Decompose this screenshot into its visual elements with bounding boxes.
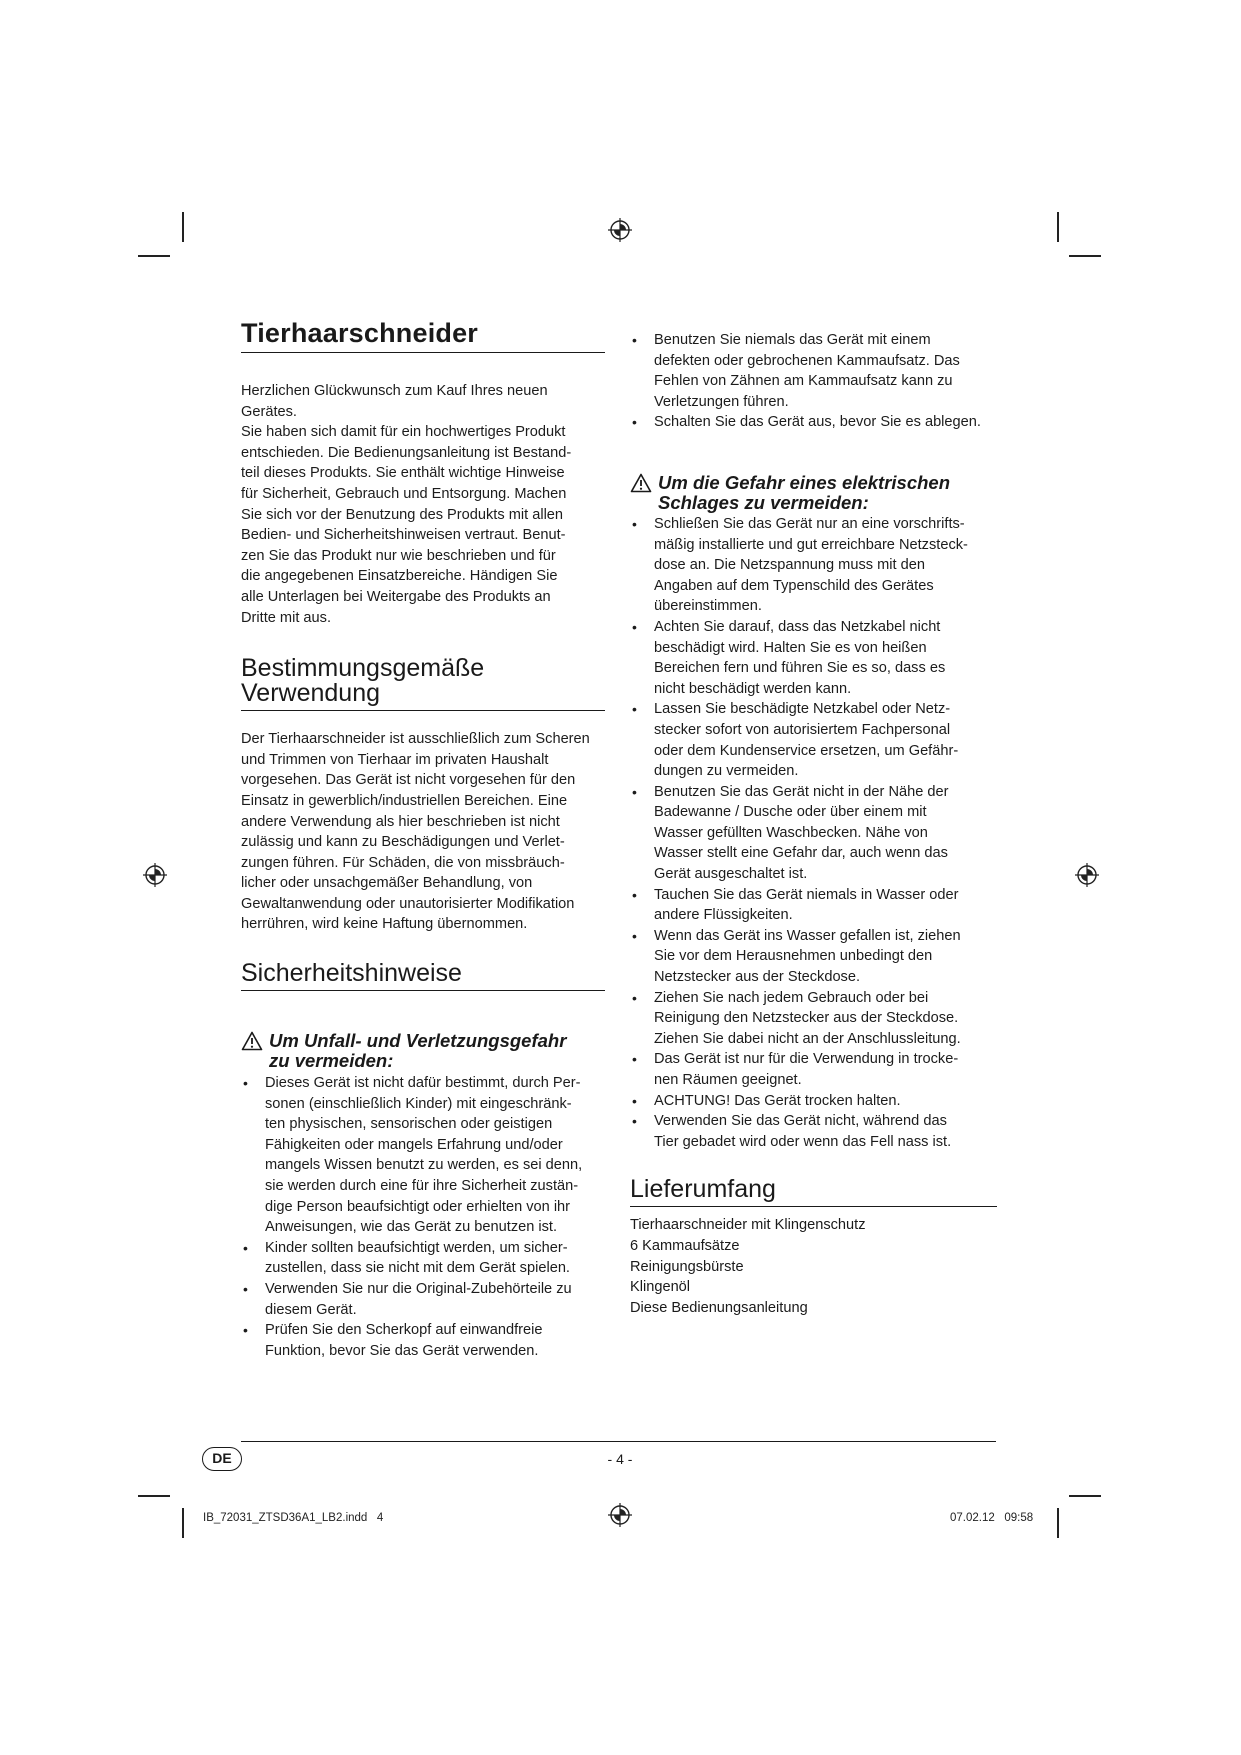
text-line: Tauchen Sie das Gerät niemals in Wasser oder xyxy=(654,886,959,903)
text-line: Achten Sie darauf, dass das Netzkabel nicht xyxy=(654,618,941,635)
text-line: für Sicherheit, Gebrauch und Entsorgung. Machen xyxy=(241,485,567,502)
crop-mark xyxy=(182,212,184,242)
crop-mark xyxy=(1069,1495,1101,1497)
intro-text xyxy=(241,381,605,628)
page-number: - 4 - xyxy=(607,1451,633,1467)
text-line: Gerätes. xyxy=(241,403,297,420)
text-line: Funktion, bevor Sie das Gerät verwenden. xyxy=(265,1342,539,1359)
list-item: • Schließen Sie das Gerät nur an eine vorschrifts- mäßig installierte und gut erreichbare Netzsteck- dose an. Die Netzspannung muss mit den Angaben auf dem Typenschild des Gerätes übereinstimmen. xyxy=(630,514,997,617)
text-line: defekten oder gebrochenen Kammaufsatz. Das xyxy=(654,352,960,369)
heading-line: Verwendung xyxy=(241,679,381,708)
list-item: 6 Kammaufsätze xyxy=(630,1237,740,1254)
text-line: teil dieses Produkts. Sie enthält wichtige Hinweise xyxy=(241,465,565,482)
list-item: • Prüfen Sie den Scherkopf auf einwandfreie Funktion, bevor Sie das Gerät verwenden. xyxy=(241,1320,605,1361)
text-line: Ziehen Sie nach jedem Gebrauch oder bei xyxy=(654,989,929,1006)
list-item: • Verwenden Sie das Gerät nicht, während das Tier gebadet wird oder wenn das Fell nass ist. xyxy=(630,1111,997,1152)
text-line: Herzlichen Glückwunsch zum Kauf Ihres neuen xyxy=(241,383,548,399)
text-line: dungen zu vermeiden. xyxy=(654,763,799,780)
text-line: Gerät ausgeschaltet ist. xyxy=(654,866,808,883)
heading-line: Um die Gefahr eines elektrischen xyxy=(658,471,951,493)
list-item: Reinigungsbürste xyxy=(630,1258,744,1275)
heading-line: zu vermeiden: xyxy=(269,1050,394,1072)
text-line: mangels Wissen benutzt zu werden, es sei denn, xyxy=(265,1157,583,1174)
text-line: Schließen Sie das Gerät nur an eine vorschrifts- xyxy=(654,515,965,532)
text-line: andere Flüssigkeiten. xyxy=(654,907,793,924)
list-item: • Ziehen Sie nach jedem Gebrauch oder bei Reinigung den Netzstecker aus der Steckdose. Ziehen Sie dabei nicht an der Anschlussleitung. xyxy=(630,988,997,1050)
text-line: Netzstecker aus der Steckdose. xyxy=(654,969,861,986)
text-line: Einsatz in gewerblich/industriellen Bereichen. Eine xyxy=(241,792,568,809)
text-line: Ziehen Sie dabei nicht an der Anschlussleitung. xyxy=(654,1030,961,1047)
warning-triangle-icon xyxy=(630,473,652,493)
text-line: oder dem Kundenservice ersetzen, um Gefähr- xyxy=(654,742,959,759)
text-line: stecker sofort von autorisiertem Fachpersonal xyxy=(654,721,951,738)
registration-mark-icon xyxy=(608,218,632,242)
list-item: • Verwenden Sie nur die Original-Zubehörteile zu diesem Gerät. xyxy=(241,1279,605,1320)
text-line: Verwenden Sie nur die Original-Zubehörteile zu xyxy=(265,1281,572,1297)
crop-mark xyxy=(138,1495,170,1497)
crop-mark xyxy=(138,255,170,257)
text-line: Sie vor dem Herausnehmen unbedingt den xyxy=(654,948,933,965)
text-line: zulässig und kann zu Beschädigungen und Verlet- xyxy=(241,834,565,851)
text-line: nen Räumen geeignet. xyxy=(654,1072,802,1088)
list-item: • Schalten Sie das Gerät aus, bevor Sie es ablegen. xyxy=(630,412,997,433)
text-line: Wenn das Gerät ins Wasser gefallen ist, ziehen xyxy=(654,927,961,944)
warning-heading-text xyxy=(269,1031,566,1071)
list-item: • ACHTUNG! Das Gerät trocken halten. xyxy=(630,1091,997,1112)
text-line: Sie haben sich damit für ein hochwertiges Produkt xyxy=(241,424,566,441)
text-line: Kinder sollten beaufsichtigt werden, um sicher- xyxy=(265,1239,568,1256)
date-slug: 07.02.12 09:58 xyxy=(950,1512,1034,1524)
text-line: sonen (einschließlich Kinder) mit eingeschränk- xyxy=(265,1095,572,1112)
heading-line: Bestimmungsgemäße xyxy=(241,654,485,683)
list-item: Klingenöl xyxy=(630,1279,691,1296)
text-line: Sie sich vor der Benutzung des Produkts mit allen xyxy=(241,506,564,523)
text-line: Dritte mit aus. xyxy=(241,609,332,626)
registration-mark-icon xyxy=(143,863,167,887)
warning-heading-shock xyxy=(630,473,997,513)
text-line: andere Verwendung als hier beschrieben ist nicht xyxy=(241,813,560,830)
text-line: vorgesehen. Das Gerät ist nicht vorgesehen für den xyxy=(241,772,576,789)
list-item: • Tauchen Sie das Gerät niemals in Wasser oder andere Flüssigkeiten. xyxy=(630,885,997,926)
text-line: Lassen Sie beschädigte Netzkabel oder Netz- xyxy=(654,701,951,718)
text-line: zustellen, dass sie nicht mit dem Gerät spielen. xyxy=(265,1260,570,1277)
heading-line: Schlages zu vermeiden: xyxy=(658,491,869,513)
text-line: zen Sie das Produkt nur wie beschrieben und für xyxy=(241,547,556,564)
text-line: mäßig installierte und gut erreichbare Netzsteck- xyxy=(654,536,968,553)
right-column xyxy=(630,330,997,1318)
list-item: • Kinder sollten beaufsichtigt werden, um sicher- zustellen, dass sie nicht mit dem Gerät spielen. xyxy=(241,1238,605,1279)
text-line: licher oder unsachgemäßer Behandlung, von xyxy=(241,875,533,892)
heading-line: Um Unfall- und Verletzungsgefahr xyxy=(269,1030,567,1052)
list-item: • Das Gerät ist nur für die Verwendung in trocke- nen Räumen geeignet. xyxy=(630,1049,997,1090)
text-line: ACHTUNG! Das Gerät trocken halten. xyxy=(654,1092,901,1109)
left-column xyxy=(241,318,605,1361)
list-item: • Lassen Sie beschädigte Netzkabel oder Netz- stecker sofort von autorisiertem Fachpersonal oder dem Kundenservice ersetzen, um Gefähr- dungen zu vermeiden. xyxy=(630,699,997,781)
text-line: Fehlen von Zähnen am Kammaufsatz kann zu xyxy=(654,373,953,390)
section-heading-scope: Lieferumfang xyxy=(630,1177,997,1207)
text-line: Badewanne / Dusche oder über einem mit xyxy=(654,804,927,821)
crop-mark xyxy=(1069,255,1101,257)
text-line: Reinigung den Netzstecker aus der Steckdose. xyxy=(654,1010,959,1027)
text-line: Bedien- und Sicherheitshinweisen vertraut. Benut- xyxy=(241,527,566,544)
text-line: alle Unterlagen bei Weitergabe des Produkts an xyxy=(241,588,551,605)
text-line: zungen führen. Für Schäden, die von missbräuch- xyxy=(241,854,565,871)
list-item: • Benutzen Sie das Gerät nicht in der Nähe der Badewanne / Dusche oder über einem mit Wasser gefüllten Waschbecken. Nähe von Wasser stellt eine Gefahr dar, auch wenn das Gerät ausgeschaltet ist. xyxy=(630,782,997,885)
text-line: die angegebenen Einsatzbereiche. Händigen Sie xyxy=(241,568,558,585)
text-line: sie werden durch eine für ihre Sicherheit zustän- xyxy=(265,1178,579,1195)
text-line: beschädigt wird. Halten Sie es von heißen xyxy=(654,639,927,656)
crop-mark xyxy=(182,1508,184,1538)
text-line: Verletzungen führen. xyxy=(654,393,789,410)
text-line: Wasser stellt eine Gefahr dar, auch wenn das xyxy=(654,845,948,862)
list-item: Tierhaarschneider mit Klingenschutz xyxy=(630,1217,866,1234)
usage-text xyxy=(241,729,605,935)
text-line: Tier gebadet wird oder wenn das Fell nass ist. xyxy=(654,1133,952,1150)
list-item: • Benutzen Sie niemals das Gerät mit einem defekten oder gebrochenen Kammaufsatz. Das Fehlen von Zähnen am Kammaufsatz kann zu Verletzungen führen. xyxy=(630,330,997,412)
injury-warning-list xyxy=(241,1073,605,1361)
text-line: Benutzen Sie das Gerät nicht in der Nähe der xyxy=(654,783,949,800)
text-line: Dieses Gerät ist nicht dafür bestimmt, durch Per- xyxy=(265,1075,581,1092)
text-line: Prüfen Sie den Scherkopf auf einwandfreie xyxy=(265,1322,543,1339)
registration-mark-icon xyxy=(1075,863,1099,887)
text-line: Schalten Sie das Gerät aus, bevor Sie es ablegen. xyxy=(654,414,981,431)
page-title: Tierhaarschneider xyxy=(241,318,605,353)
text-line: Bereichen fern und führen Sie es so, dass es xyxy=(654,660,946,677)
text-line: entschieden. Die Bedienungsanleitung ist Bestand- xyxy=(241,444,572,461)
list-item: • Wenn das Gerät ins Wasser gefallen ist, ziehen Sie vor dem Herausnehmen unbedingt den Netzstecker aus der Steckdose. xyxy=(630,926,997,988)
registration-mark-icon xyxy=(608,1503,632,1527)
text-line: übereinstimmen. xyxy=(654,598,762,615)
text-line: und Trimmen von Tierhaar im privaten Haushalt xyxy=(241,751,549,768)
text-line: herrühren, wird keine Haftung übernommen. xyxy=(241,916,528,933)
text-line: ten physischen, sensorischen oder geistigen xyxy=(265,1116,553,1133)
shock-warning-list xyxy=(630,514,997,1152)
text-line: Das Gerät ist nur für die Verwendung in trocke- xyxy=(654,1051,959,1068)
text-line: Wasser gefüllten Waschbecken. Nähe von xyxy=(654,824,928,841)
warning-heading-text xyxy=(658,473,950,513)
text-line: Angaben auf dem Typenschild des Gerätes xyxy=(654,577,934,594)
text-line: Gewaltanwendung oder unautorisierter Modifikation xyxy=(241,895,575,912)
list-item: • Dieses Gerät ist nicht dafür bestimmt, durch Per- sonen (einschließlich Kinder) mit eingeschränk- ten physischen, sensorischen oder geistigen Fähigkeiten oder mangels Erfahrung und/oder mangels Wissen benutzt zu werden, es sei denn, sie werden durch eine für ihre Sicherheit zustän- dige Person beaufsichtigt oder erhielten von ihr Anweisungen, wie das Gerät zu benutzen ist. xyxy=(241,1073,605,1238)
crop-mark xyxy=(1057,212,1059,242)
text-line: Der Tierhaarschneider ist ausschließlich zum Scheren xyxy=(241,731,590,748)
text-line: dige Person beaufsichtigt oder erhielten von ihr xyxy=(265,1198,571,1215)
warning-triangle-icon xyxy=(241,1031,263,1051)
warning-heading-injury xyxy=(241,1031,605,1071)
text-line: Fähigkeiten oder mangels Erfahrung und/oder xyxy=(265,1136,563,1153)
list-item: • Achten Sie darauf, dass das Netzkabel nicht beschädigt wird. Halten Sie es von heißen Bereichen fern und führen Sie es so, dass es nicht beschädigt werden kann. xyxy=(630,617,997,699)
text-line: Verwenden Sie das Gerät nicht, während das xyxy=(654,1113,947,1130)
text-line: Anweisungen, wie das Gerät zu benutzen ist. xyxy=(265,1219,558,1236)
text-line: dose an. Die Netzspannung muss mit den xyxy=(654,557,925,574)
language-badge: DE xyxy=(202,1447,242,1471)
text-line: diesem Gerät. xyxy=(265,1301,357,1318)
text-line: Benutzen Sie niemals das Gerät mit einem xyxy=(654,332,931,348)
list-item: Diese Bedienungsanleitung xyxy=(630,1299,808,1316)
section-heading-safety: Sicherheitshinweise xyxy=(241,961,605,991)
text-line: nicht beschädigt werden kann. xyxy=(654,680,852,697)
scope-list xyxy=(630,1215,997,1318)
footer-divider xyxy=(241,1441,996,1442)
crop-mark xyxy=(1057,1508,1059,1538)
section-heading-usage xyxy=(241,656,605,711)
file-slug: IB_72031_ZTSD36A1_LB2.indd 4 xyxy=(203,1512,384,1524)
continued-safety-list xyxy=(630,330,997,433)
